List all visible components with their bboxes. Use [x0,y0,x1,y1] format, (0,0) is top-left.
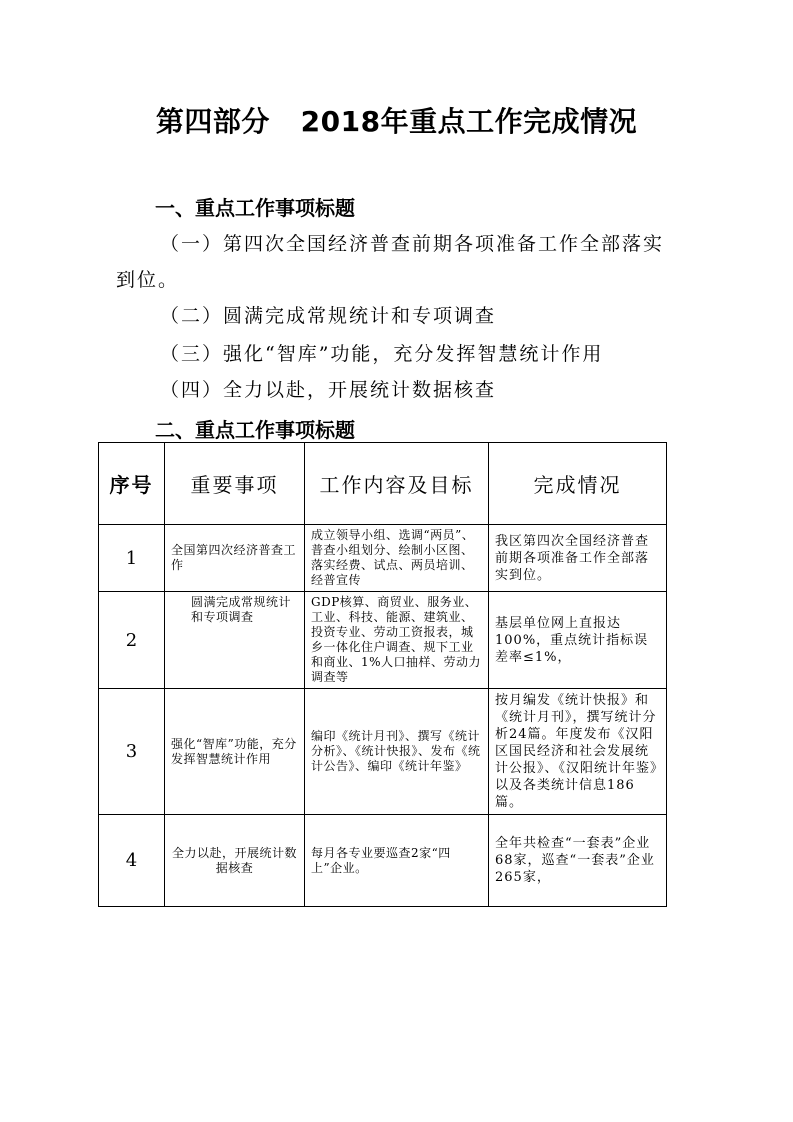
section1-item-1-cont: 到位。 [116,269,180,291]
row-item: 圆满完成常规统计和专项调查 [165,592,305,689]
row-item: 全力以赴，开展统计数据核查 [165,815,305,907]
section1-heading: 一、重点工作事项标题 [155,196,355,220]
table-row [99,525,667,592]
row-item: 全国第四次经济普查工作 [165,525,305,592]
section1-item-2: （二）圆满完成常规统计和专项调查 [160,305,497,327]
row-content: 编印《统计月刊》、撰写《统计分析》、《统计快报》、发布《统计公告》、编印《统计年鉴》 [305,689,489,815]
page-title: 第四部分 2018年重点工作完成情况 [155,105,638,138]
row-result: 按月编发《统计快报》和《统计月刊》，撰写统计分析24篇。年度发布《汉阳区国民经济和社会发展统计公报》、《汉阳统计年鉴》以及各类统计信息186篇。 [489,689,667,815]
row-num: 2 [99,592,165,689]
row-content: GDP核算、商贸业、服务业、工业、科技、能源、建筑业、投资专业、劳动工资报表，城乡一体化住户调查、规下工业和商业、1%人口抽样、劳动力调查等 [305,592,489,689]
header-item: 重要事项 [165,443,305,525]
section1-item-1: （一）第四次全国经济普查前期各项准备工作全部落实 [160,233,665,255]
header-result: 完成情况 [489,443,667,525]
table-header-row [99,443,667,525]
row-num: 3 [99,689,165,815]
section1-item-3: （三）强化“智库”功能，充分发挥智慧统计作用 [160,343,604,365]
row-result: 基层单位网上直报达100%，重点统计指标误差率≤1%， [489,592,667,689]
row-num: 1 [99,525,165,592]
row-result: 我区第四次全国经济普查前期各项准备工作全部落实到位。 [489,525,667,592]
header-seq: 序号 [99,443,165,525]
work-table [98,442,667,907]
row-result: 全年共检查“一套表”企业68家，巡查“一套表”企业265家， [489,815,667,907]
table-row [99,592,667,689]
table-row [99,815,667,907]
section2-heading: 二、重点工作事项标题 [155,418,355,442]
header-content: 工作内容及目标 [305,443,489,525]
row-item: 强化“智库”功能，充分发挥智慧统计作用 [165,689,305,815]
row-num: 4 [99,815,165,907]
section1-item-4: （四）全力以赴，开展统计数据核查 [160,379,497,401]
row-content: 成立领导小组、选调“两员”、普查小组划分、绘制小区图、落实经费、试点、两员培训、经普宣传 [305,525,489,592]
row-content: 每月各专业要巡查2家“四上”企业。 [305,815,489,907]
table-row [99,689,667,815]
